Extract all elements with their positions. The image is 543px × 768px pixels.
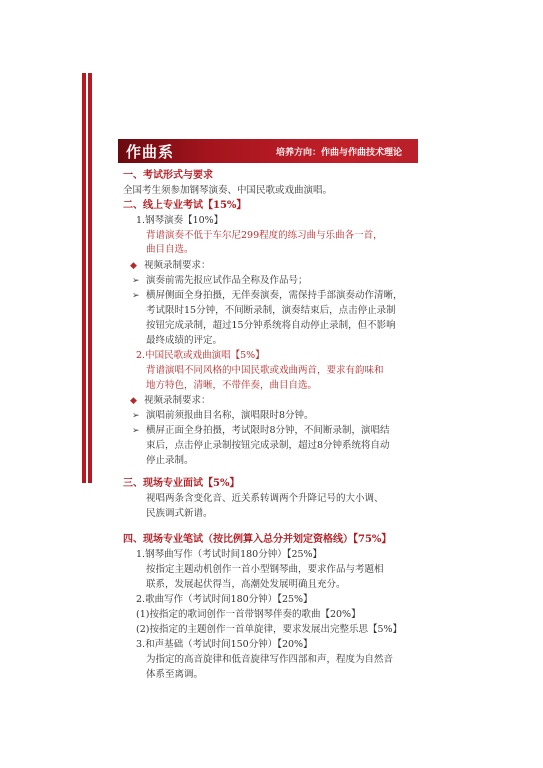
s3-body-2: 民族调式新谱。 <box>146 508 213 519</box>
section-banner <box>118 139 418 163</box>
i2-a: (1)按指定的歌词创作一首带钢琴伴奏的歌曲【20%】 <box>136 609 361 620</box>
video-p2 <box>132 290 403 302</box>
i1-title: 1.钢琴曲写作（考试时间180分钟）【25%】 <box>136 549 323 560</box>
s3-body-1: 视唱两条含变化音、近关系转调两个升降记号的大小调、 <box>146 493 384 504</box>
i2-b: (2)按指定的主题创作一首单旋律，要求发展出完整乐思【5%】 <box>136 624 403 635</box>
heading-s2: 二、线上专业考试【15%】 <box>123 200 247 211</box>
song-req-1: 背谱演唱不同风格的中国民歌或戏曲两首，要求有韵味和 <box>146 365 384 376</box>
video-q1 <box>132 410 314 422</box>
i3-text-1: 为指定的高音旋律和低音旋律写作四部和声，程度为自然音 <box>146 654 394 665</box>
p2-text-1: 横屏侧面全身拍摄，无伴奏演奏，需保持手部演奏动作清晰， <box>146 290 403 301</box>
q1-text: 演唱前须报曲目名称，演唱限时8分钟。 <box>146 410 314 421</box>
video-req-label-2: 视频录制要求： <box>144 395 211 406</box>
p2-text-2: 考试限时15分钟，不间断录制，演奏结束后，点击停止录制 <box>146 305 396 316</box>
decorative-bar-right <box>88 73 92 483</box>
arrow-bullet-icon: ➢ <box>132 411 140 421</box>
p2-text-3: 按钮完成录制，超过15分钟系统将自动停止录制，但不影响 <box>146 320 396 331</box>
q2-text-2: 束后，点击停止录制按钮完成录制，超过8分钟系统将自动 <box>146 440 390 451</box>
decorative-bar-left <box>82 73 86 483</box>
q2-text-1: 横屏正面全身拍摄，考试限时8分钟，不间断录制，演唱结 <box>146 425 390 436</box>
i3-text-2: 体系至离调。 <box>146 669 204 680</box>
piano-req-2: 曲目自选。 <box>146 244 194 255</box>
i1-text-2: 联系，发展起伏得当，高潮处发展明确且充分。 <box>146 579 346 590</box>
banner-subtitle: 培养方向：作曲与作曲技术理论 <box>275 148 402 158</box>
arrow-bullet-icon: ➢ <box>132 291 140 301</box>
video-req-label: 视频录制要求： <box>144 260 211 271</box>
piano-req-1: 背谱演奏不低于车尔尼299程度的练习曲与乐曲各一首， <box>146 230 383 241</box>
arrow-bullet-icon: ➢ <box>132 426 140 436</box>
song-title: 2.中国民歌或戏曲演唱【5%】 <box>136 350 265 361</box>
video-req-2 <box>130 395 211 407</box>
arrow-bullet-icon: ➢ <box>132 276 140 286</box>
i2-title: 2.歌曲写作（考试时间180分钟）【25%】 <box>136 594 313 605</box>
p2-text-4: 最终成绩的评定。 <box>146 335 223 346</box>
q2-text-3: 停止录制。 <box>146 455 194 466</box>
video-q2 <box>132 425 390 437</box>
diamond-bullet-icon: ◆ <box>130 261 137 271</box>
diamond-bullet-icon: ◆ <box>130 396 137 406</box>
video-p1 <box>132 275 308 287</box>
heading-s1: 一、考试形式与要求 <box>123 170 213 181</box>
i3-title: 3.和声基础（考试时间150分钟）【20%】 <box>136 639 313 650</box>
heading-s4: 四、现场专业笔试（按比例算入总分并划定资格线）【75%】 <box>123 534 392 545</box>
heading-s3: 三、现场专业面试【5%】 <box>123 478 240 489</box>
banner-title: 作曲系 <box>126 143 175 161</box>
video-req-1 <box>130 260 211 272</box>
song-req-2: 地方特色，清晰，不带伴奏，曲目自选。 <box>146 380 318 391</box>
s1-body: 全国考生须参加钢琴演奏、中国民歌或戏曲演唱。 <box>123 185 333 196</box>
piano-title: 1.钢琴演奏【10%】 <box>136 215 224 226</box>
p1-text: 演奏前需先报应试作品全称及作品号； <box>146 275 308 286</box>
i1-text-1: 按指定主题动机创作一首小型钢琴曲，要求作品与考题相 <box>146 564 384 575</box>
